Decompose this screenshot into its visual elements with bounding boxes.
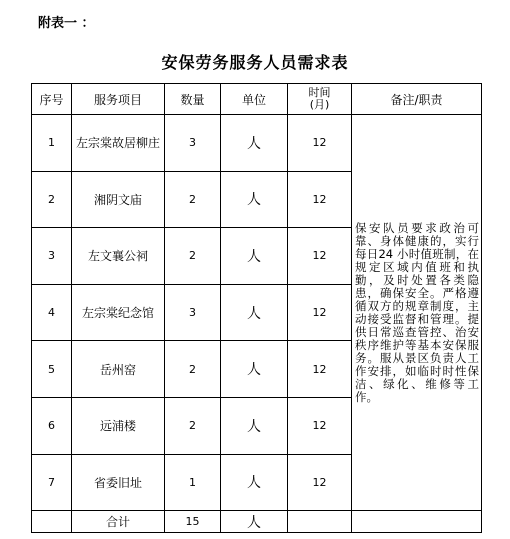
cell-months: 12 — [288, 115, 352, 172]
cell-total-unit: 人 — [221, 511, 288, 533]
cell-total-label: 合计 — [72, 511, 165, 533]
header-qty: 数量 — [165, 84, 221, 115]
cell-months: 12 — [288, 341, 352, 398]
cell-months: 12 — [288, 228, 352, 285]
cell-seq: 1 — [32, 115, 72, 172]
cell-unit: 人 — [221, 397, 288, 454]
cell-qty: 3 — [165, 284, 221, 341]
appendix-label: 附表一 ： — [38, 16, 95, 31]
cell-months: 12 — [288, 397, 352, 454]
cell-total-seq — [32, 511, 72, 533]
cell-remark: 保安队员要求政治可靠、身体健康的，实行每日24 小时值班制，在规定区域内值班和执勤，及时处置各类隐患，确保安全。严格遵循双方的规章制度，主动接受监督和管理。提供日常巡查管控、治安秩序维护等基本安保服务。服从景区负责人工作安排，如临时时性保洁、绿化、维修等工作。 — [352, 115, 482, 511]
cell-qty: 2 — [165, 397, 221, 454]
cell-qty: 2 — [165, 228, 221, 285]
cell-unit: 人 — [221, 454, 288, 511]
cell-seq: 4 — [32, 284, 72, 341]
cell-months: 12 — [288, 454, 352, 511]
cell-qty: 2 — [165, 341, 221, 398]
cell-months: 12 — [288, 284, 352, 341]
cell-unit: 人 — [221, 228, 288, 285]
cell-seq: 3 — [32, 228, 72, 285]
cell-unit: 人 — [221, 171, 288, 228]
header-time-line2: (月) — [309, 98, 330, 111]
cell-item: 省委旧址 — [72, 454, 165, 511]
cell-unit: 人 — [221, 115, 288, 172]
staff-demand-table — [31, 83, 482, 533]
cell-item: 岳州窑 — [72, 341, 165, 398]
cell-seq: 5 — [32, 341, 72, 398]
cell-seq: 2 — [32, 171, 72, 228]
cell-item: 左宗棠纪念馆 — [72, 284, 165, 341]
cell-item: 湘阴文庙 — [72, 171, 165, 228]
header-seq: 序号 — [32, 84, 72, 115]
header-unit: 单位 — [221, 84, 288, 115]
total-row — [32, 511, 482, 533]
cell-item: 左宗棠故居柳庄 — [72, 115, 165, 172]
header-time-line1: 时间 — [308, 86, 331, 99]
cell-item: 左文襄公祠 — [72, 228, 165, 285]
header-item: 服务项目 — [72, 84, 165, 115]
table-row — [32, 115, 482, 172]
cell-months: 12 — [288, 171, 352, 228]
cell-unit: 人 — [221, 284, 288, 341]
cell-qty: 2 — [165, 171, 221, 228]
cell-seq: 6 — [32, 397, 72, 454]
cell-qty: 3 — [165, 115, 221, 172]
cell-total-remark — [352, 511, 482, 533]
cell-total-qty: 15 — [165, 511, 221, 533]
header-remark: 备注/职责 — [352, 84, 482, 115]
cell-item: 远浦楼 — [72, 397, 165, 454]
table-header-row — [32, 84, 482, 115]
header-time — [288, 84, 352, 115]
cell-seq: 7 — [32, 454, 72, 511]
cell-total-months — [288, 511, 352, 533]
cell-qty: 1 — [165, 454, 221, 511]
cell-unit: 人 — [221, 341, 288, 398]
page-title: 安保劳务服务人员需求表 — [161, 53, 349, 72]
